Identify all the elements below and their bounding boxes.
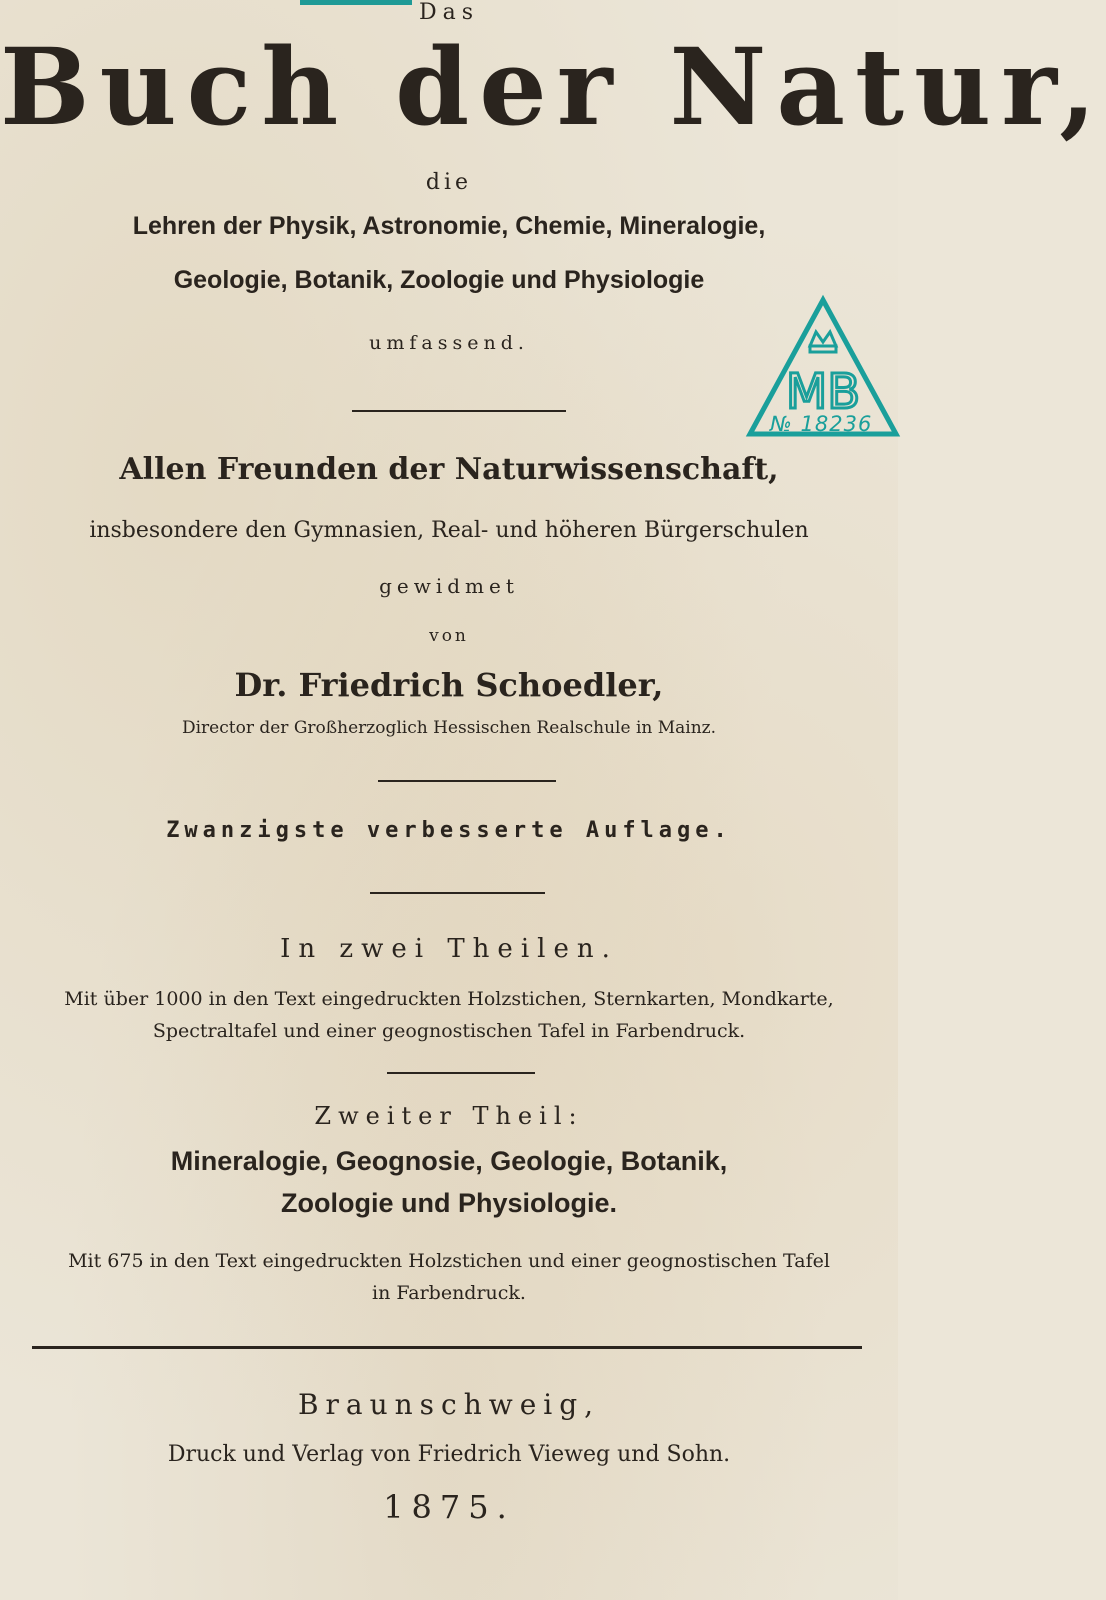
- part-illustrations-line-1: Mit 675 in den Text eingedruckten Holzstichen und einer geognostischen Tafel: [68, 1250, 830, 1272]
- part-subjects-line-2: Zoologie und Physiologie.: [281, 1188, 617, 1218]
- illustrations-line-1: Mit über 1000 in den Text eingedruckten Holzstichen, Sternkarten, Mondkarte,: [64, 988, 834, 1010]
- subtitle-line-1: Lehren der Physik, Astronomie, Chemie, Mineralogie,: [132, 212, 766, 240]
- subtitle-line-2: Geologie, Botanik, Zoologie und Physiologie: [173, 266, 705, 294]
- illustrations-line-2: Spectraltafel und einer geognostischen Tafel in Farbendruck.: [152, 1020, 746, 1042]
- publisher-label: Druck und Verlag von Friedrich Vieweg und Sohn.: [167, 1442, 731, 1467]
- long-divider-rule: [32, 1346, 862, 1349]
- city-label: Braunschweig,: [297, 1388, 601, 1421]
- dedication: Allen Freunden der Naturwissenschaft,: [119, 452, 779, 487]
- year-label: 1875.: [383, 1488, 515, 1526]
- author-title: Director der Großherzoglich Hessischen Realschule in Mainz.: [181, 718, 717, 738]
- edition-line: Zwanzigste verbesserte Auflage.: [166, 818, 732, 843]
- dedication-line-2: insbesondere den Gymnasien, Real- und höheren Bürgerschulen: [89, 518, 809, 543]
- gewidmet-label: gewidmet: [379, 574, 519, 598]
- part-subjects-line-1: Mineralogie, Geognosie, Geologie, Botanik,: [170, 1146, 728, 1176]
- main-title: Buch der Natur,: [0, 24, 1106, 149]
- divider-rule-4: [387, 1072, 535, 1074]
- part-illustrations-line-2: in Farbendruck.: [372, 1282, 526, 1304]
- title-article: Das: [418, 0, 480, 25]
- divider-rule-2: [378, 780, 556, 782]
- divider-rule-1: [352, 410, 566, 412]
- divider-rule-3: [370, 892, 545, 894]
- stamp-letters: MB: [785, 364, 861, 420]
- part-label: Zweiter Theil:: [314, 1102, 584, 1130]
- von-label: von: [429, 626, 469, 646]
- crown-icon: [810, 332, 836, 352]
- stamp-number: № 18236: [770, 412, 873, 436]
- umfassend-label: umfassend.: [369, 332, 529, 354]
- author-name: Dr. Friedrich Schoedler,: [234, 666, 664, 704]
- die-label: die: [425, 170, 473, 195]
- parts-label: In zwei Theilen.: [280, 934, 618, 964]
